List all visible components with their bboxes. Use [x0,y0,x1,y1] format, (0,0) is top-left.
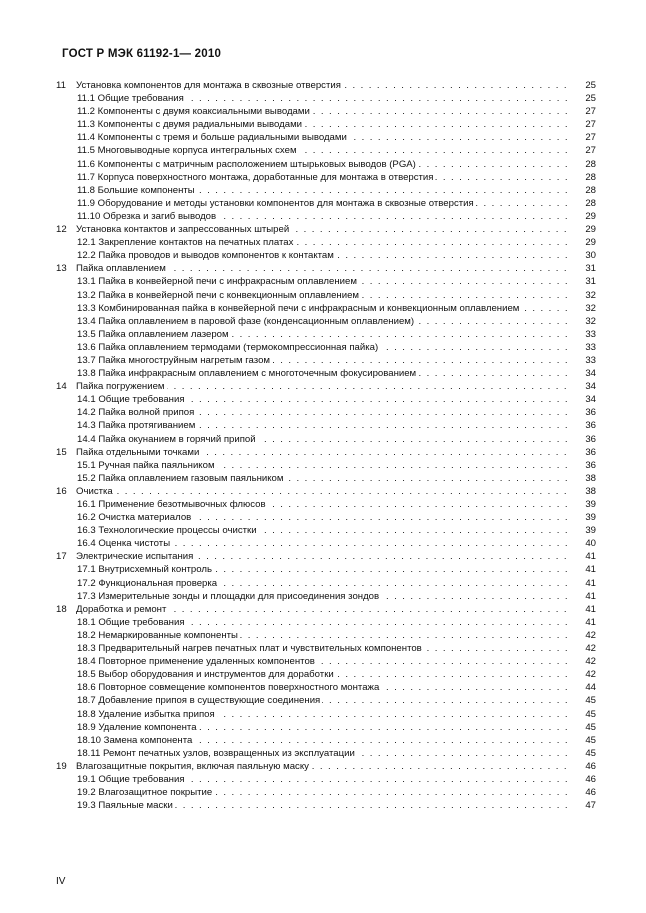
toc-page-number: 34 [585,381,596,393]
toc-entry-title: 14.2 Пайка волной припоя [77,407,195,419]
toc-entry-title-wrap [77,472,570,485]
toc-page-number: 40 [585,538,596,550]
toc-entry-title-wrap [77,721,570,734]
document-header: ГОСТ Р МЭК 61192-1— 2010 [62,48,222,60]
toc-subsection-row[interactable] [56,197,596,210]
toc-entry-title-wrap [77,210,570,223]
toc-subsection-row[interactable] [56,590,596,603]
toc-entry-title: 13.6 Пайка оплавлением термодами (термокомпрессионная пайка) [77,341,379,353]
toc-subsection-row[interactable] [56,786,596,799]
toc-entry-title: 17.1 Внутрисхемный контроль [77,564,212,576]
toc-page-number: 42 [585,629,596,641]
toc-entry-title-wrap [77,315,570,328]
toc-subsection-row[interactable] [56,563,596,576]
toc-entry-title: 11.8 Большие компоненты [77,184,195,196]
toc-subsection-row[interactable] [56,144,596,157]
toc-subsection-row[interactable] [56,315,596,328]
toc-entry-title-wrap [77,367,570,380]
toc-entry-title-wrap [76,223,570,236]
toc-entry-title: 14.1 Общие требования [77,394,185,406]
toc-subsection-row[interactable] [56,498,596,511]
toc-entry-title: 18.5 Выбор оборудования и инструментов для доработки [77,669,334,681]
toc-entry-title-wrap [77,524,570,537]
page-number-footer: IV [56,876,66,887]
toc-entry-title: Пайка оплавлением [76,263,166,275]
toc-entry-title: 17.2 Функциональная проверка [77,577,218,589]
toc-entry-title: 11.9 Оборудование и методы установки компонентов для монтажа в сквозные отверстия [77,197,474,209]
toc-entry-title-wrap [77,616,570,629]
toc-entry-title: 12.1 Закрепление контактов на печатных платах [77,237,294,249]
toc-page-number: 42 [585,669,596,681]
toc-subsection-row[interactable] [56,799,596,812]
toc-entry-title: 11.10 Обрезка и загиб выводов [77,210,217,222]
toc-subsection-row[interactable] [56,459,596,472]
toc-entry-title-wrap [77,773,570,786]
toc-entry-title: 18.10 Замена компонента [77,734,193,746]
toc-entry-title-wrap [77,655,570,668]
toc-subsection-row[interactable] [56,721,596,734]
toc-entry-title-wrap [77,419,570,432]
toc-subsection-row[interactable] [56,734,596,747]
toc-page-number: 30 [585,250,596,262]
toc-section-row[interactable] [56,485,596,498]
toc-entry-title: 13.8 Пайка инфракрасным оплавлением с многоточечным фокусированием [77,368,417,380]
toc-page-number: 27 [585,106,596,118]
toc-subsection-row[interactable] [56,393,596,406]
toc-entry-title-wrap [77,354,570,367]
toc-subsection-row[interactable] [56,524,596,537]
toc-entry-title-wrap [77,498,570,511]
toc-entry-title-wrap [77,590,570,603]
toc-entry-title-wrap [77,289,570,302]
toc-entry-title: Доработка и ремонт [76,603,167,615]
toc-entry-title: 11.1 Общие требования [77,93,184,105]
toc-entry-title: Влагозащитные покрытия, включая паяльную маску [76,760,309,772]
toc-page-number: 46 [585,773,596,785]
toc-entry-title-wrap [77,302,570,315]
toc-entry-title-wrap [76,550,570,563]
toc-page-number: 42 [585,643,596,655]
toc-page-number: 39 [585,525,596,537]
toc-subsection-row[interactable] [56,773,596,786]
toc-subsection-row[interactable] [56,642,596,655]
toc-page-number: 38 [585,472,596,484]
toc-entry-title: 11.4 Компоненты с тремя и больше радиальными выводами [77,132,347,144]
toc-page-number: 25 [585,80,596,91]
toc-section-row[interactable] [56,262,596,275]
toc-entry-title-wrap [77,433,570,446]
toc-page-number: 28 [585,184,596,196]
toc-entry-title-wrap [77,158,570,171]
toc-page-number: 39 [585,499,596,510]
toc-subsection-row[interactable] [56,105,596,118]
toc-section-row[interactable] [56,223,596,236]
toc-page-number: 45 [585,747,596,759]
toc-page-number: 45 [585,695,596,707]
toc-page-number: 31 [585,276,596,288]
toc-subsection-row[interactable] [56,694,596,707]
toc-subsection-row[interactable] [56,577,596,590]
toc-entry-title-wrap [77,171,570,184]
toc-entry-title: 18.4 Повторное применение удаленных компонентов [77,656,315,668]
toc-subsection-row[interactable] [56,341,596,354]
toc-page-number: 33 [585,341,596,353]
toc-page-number: 29 [585,210,596,222]
toc-subsection-row[interactable] [56,236,596,249]
toc-entry-title: 11.7 Корпуса поверхностного монтажа, доработанные для монтажа в отверстия [77,171,434,183]
toc-entry-title: 12.2 Пайка проводов и выводов компонентов к контактам [77,250,334,262]
toc-entry-title-wrap [77,459,570,472]
toc-subsection-row[interactable] [56,406,596,419]
toc-subsection-row[interactable] [56,511,596,524]
toc-subsection-row[interactable] [56,537,596,550]
toc-page-number: 41 [585,603,596,615]
toc-entry-title: 13.7 Пайка многоструйным нагретым газом [77,354,270,366]
toc-section-row[interactable] [56,550,596,563]
toc-page-number: 34 [585,394,596,406]
toc-subsection-row[interactable] [56,681,596,694]
toc-subsection-row[interactable] [56,655,596,668]
toc-subsection-row[interactable] [56,275,596,288]
toc-entry-title-wrap [77,105,570,118]
toc-entry-title: Установка контактов и запрессованных штырей [76,224,290,236]
toc-entry-title: 19.1 Общие требования [77,773,185,785]
toc-entry-title: 13.2 Пайка в конвейерной печи с конвекционным оплавлением [77,289,360,301]
toc-subsection-row[interactable] [56,131,596,144]
toc-section-number: 14 [56,381,67,393]
toc-entry-title: Очистка [76,485,113,497]
toc-entry-title-wrap [77,629,570,642]
toc-page-number: 47 [585,800,596,812]
toc-entry-title: 13.5 Пайка оплавлением лазером [77,328,229,340]
toc-entry-title-wrap [77,747,570,760]
toc-entry-title-wrap [77,92,570,105]
toc-entry-title-wrap [77,249,570,262]
toc-subsection-row[interactable] [56,354,596,367]
toc-page-number: 45 [585,708,596,720]
toc-subsection-row[interactable] [56,433,596,446]
toc-entry-title: 13.4 Пайка оплавлением в паровой фазе (конденсационным оплавлением) [77,315,415,327]
toc-entry-title-wrap [77,694,570,707]
toc-section-number: 18 [56,603,67,615]
toc-entry-title: 18.11 Ремонт печатных узлов, возвращенных из эксплуатации [77,747,355,759]
toc-page-number: 38 [585,485,596,497]
toc-entry-title: 18.7 Добавление припоя в существующие соединения [77,695,321,707]
toc-entry-title: 13.1 Пайка в конвейерной печи с инфракрасным оплавлением [77,276,357,288]
toc-entry-title-wrap [77,184,570,197]
toc-subsection-row[interactable] [56,616,596,629]
toc-subsection-row[interactable] [56,158,596,171]
toc-entry-title: 18.1 Общие требования [77,616,185,628]
toc-entry-title-wrap [77,511,570,524]
toc-section-number: 16 [56,485,67,497]
toc-section-number: 12 [56,224,67,236]
toc-entry-title-wrap [77,236,570,249]
toc-entry-title-wrap [77,563,570,576]
toc-entry-title-wrap [77,131,570,144]
toc-page-number: 36 [585,407,596,419]
toc-entry-title: 18.6 Повторное совмещение компонентов поверхностного монтажа [77,682,380,694]
toc-entry-title-wrap [76,262,570,275]
toc-subsection-row[interactable] [56,328,596,341]
toc-page-number: 41 [585,616,596,628]
toc-entry-title-wrap [77,734,570,747]
toc-entry-title: 14.4 Пайка окунанием в горячий припой [77,433,256,445]
toc-entry-title: 15.1 Ручная пайка паяльником [77,459,215,471]
toc-page-number: 36 [585,459,596,471]
toc-page-number: 25 [585,93,596,105]
toc-entry-title: Электрические испытания [76,551,194,563]
toc-page-number: 41 [585,590,596,602]
toc-subsection-row[interactable] [56,184,596,197]
toc-subsection-row[interactable] [56,367,596,380]
toc-page-number: 36 [585,446,596,458]
toc-entry-title: 19.2 Влагозащитное покрытие [77,787,213,799]
toc-page-number: 29 [585,237,596,249]
toc-subsection-row[interactable] [56,708,596,721]
toc-subsection-row[interactable] [56,472,596,485]
toc-page-number: 36 [585,420,596,432]
toc-entry-title: 18.3 Предварительный нагрев печатных плат и чувствительных компонентов [77,643,422,655]
toc-entry-title-wrap [76,79,570,92]
toc-entry-title-wrap [76,760,570,773]
toc-entry-title-wrap [76,603,570,616]
toc-subsection-row[interactable] [56,302,596,315]
toc-entry-title-wrap [76,446,570,459]
toc-subsection-row[interactable] [56,419,596,432]
toc-entry-title: 18.2 Немаркированные компоненты [77,629,238,641]
toc-entry-title-wrap [77,275,570,288]
toc-entry-title: 14.3 Пайка протягиванием [77,420,196,432]
toc-section-number: 13 [56,263,67,275]
toc-page-number: 33 [585,354,596,366]
toc-entry-title-wrap [77,393,570,406]
toc-entry-title-wrap [77,681,570,694]
toc-page-number: 32 [585,315,596,327]
toc-entry-title-wrap [77,537,570,550]
toc-entry-title-wrap [77,786,570,799]
toc-entry-title-wrap [77,144,570,157]
toc-section-row[interactable] [56,760,596,773]
toc-page-number: 41 [585,577,596,589]
toc-entry-title-wrap [77,668,570,681]
toc-section-number: 19 [56,760,67,772]
toc-entry-title-wrap [77,577,570,590]
toc-subsection-row[interactable] [56,210,596,223]
toc-entry-title: Установка компонентов для монтажа в сквозные отверстия [76,80,341,91]
toc-entry-title-wrap [77,118,570,131]
toc-entry-title: 16.2 Очистка материалов [77,512,192,524]
toc-page-number: 45 [585,734,596,746]
toc-section-number: 11 [56,80,66,91]
toc-entry-title: 11.5 Многовыводные корпуса интегральных схем [77,145,297,157]
toc-entry-title-wrap [77,642,570,655]
toc-section-number: 15 [56,446,67,458]
toc-page-number: 33 [585,328,596,340]
toc-subsection-row[interactable] [56,629,596,642]
toc-page-number: 46 [585,787,596,799]
toc-page-number: 28 [585,171,596,183]
toc-entry-title: 15.2 Пайка оплавлением газовым паяльником [77,472,284,484]
toc-entry-title: 16.1 Применение безотмывочных флюсов [77,499,266,510]
toc-entry-title: 18.8 Удаление избытка припоя [77,708,215,720]
toc-page-number: 34 [585,368,596,380]
toc-page-number: 32 [585,302,596,314]
toc-page-number: 41 [585,551,596,563]
toc-subsection-row[interactable] [56,118,596,131]
toc-subsection-row[interactable] [56,171,596,184]
toc-page-number: 28 [585,197,596,209]
toc-page-number: 45 [585,721,596,733]
toc-entry-title-wrap [77,328,570,341]
toc-page-number: 44 [585,682,596,694]
toc-page-number: 27 [585,119,596,131]
toc-entry-title: 11.6 Компоненты с матричным расположением штырьковых выводов (PGA) [77,158,416,170]
toc-subsection-row[interactable] [56,92,596,105]
toc-entry-title-wrap [77,406,570,419]
toc-entry-title-wrap [76,485,570,498]
toc-page-number: 27 [585,132,596,144]
toc-entry-title: 13.3 Комбинированная пайка в конвейерной печи с инфракрасным и конвекционным оплавлением [77,302,520,314]
toc-entry-title: 11.3 Компоненты с двумя радиальными выводами [77,119,303,131]
table-of-contents [56,79,596,812]
toc-entry-title-wrap [77,708,570,721]
toc-page-number: 29 [585,224,596,236]
toc-entry-title: Пайка отдельными точками [76,446,200,458]
toc-entry-title: 19.3 Паяльные маски [77,800,173,812]
toc-entry-title: Пайка погружением [76,381,165,393]
toc-subsection-row[interactable] [56,747,596,760]
toc-entry-title: 18.9 Удаление компонента [77,721,197,733]
toc-page-number: 36 [585,433,596,445]
toc-subsection-row[interactable] [56,249,596,262]
toc-section-number: 17 [56,551,67,563]
toc-page-number: 42 [585,656,596,668]
toc-section-row[interactable] [56,79,596,92]
toc-entry-title: 17.3 Измерительные зонды и площадки для присоединения зондов [77,590,380,602]
toc-page-number: 41 [585,564,596,576]
toc-section-row[interactable] [56,380,596,393]
toc-page-number: 46 [585,760,596,772]
toc-entry-title-wrap [77,341,570,354]
toc-entry-title: 11.2 Компоненты с двумя коаксиальными выводами [77,106,310,118]
toc-subsection-row[interactable] [56,289,596,302]
toc-subsection-row[interactable] [56,668,596,681]
toc-page-number: 32 [585,289,596,301]
toc-page-number: 27 [585,145,596,157]
toc-entry-title-wrap [76,380,570,393]
toc-page-number: 31 [585,263,596,275]
toc-entry-title: 16.4 Оценка чистоты [77,538,171,550]
toc-entry-title-wrap [77,799,570,812]
toc-page-number: 39 [585,512,596,524]
toc-page-number: 28 [585,158,596,170]
toc-section-row[interactable] [56,446,596,459]
toc-entry-title: 16.3 Технологические процессы очистки [77,525,257,537]
toc-section-row[interactable] [56,603,596,616]
toc-entry-title-wrap [77,197,570,210]
